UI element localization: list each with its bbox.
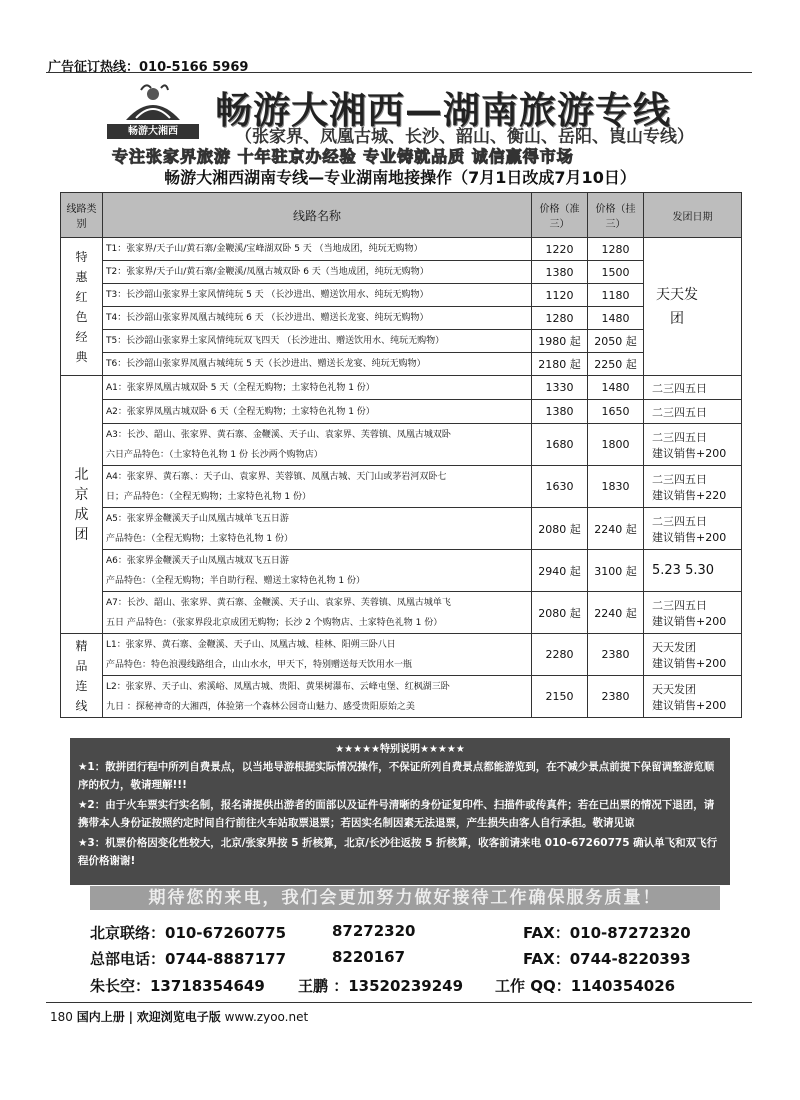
logo-label: 畅游大湘西: [107, 124, 199, 139]
price-a: 1330: [532, 376, 588, 400]
route-name: T4：长沙韶山张家界凤凰古城纯玩 6 天 （长沙进出、赠送长龙宴、纯玩无购物）: [103, 307, 532, 330]
route-name: T6：长沙韶山张家界凤凰古城纯玩 5 天（长沙进出、赠送长龙宴、纯玩无购物）: [103, 353, 532, 376]
departure-date: 二三四五日 建议销售+200: [644, 592, 742, 634]
price-a: 2080 起: [532, 508, 588, 550]
price-b: 1650: [588, 400, 644, 424]
footer-separator: |: [128, 1010, 133, 1024]
footer-browse: 欢迎浏览电子版: [136, 1010, 221, 1024]
table-row: [61, 634, 742, 676]
brand-subtitle: （张家界、凤凰古城、长沙、韶山、衡山、岳阳、崀山专线）: [235, 127, 694, 147]
price-a: 2080 起: [532, 592, 588, 634]
category-special: 特惠红色经典: [61, 238, 103, 376]
table-title: 畅游大湘西湖南专线—专业湖南地接操作（7月1日改成7月10日）: [164, 168, 636, 187]
price-a: 1380: [532, 261, 588, 284]
route-name: L2：张家界、天子山、索溪峪、凤凰古城、贵阳、黄果树瀑布、云峰屯堡、红枫湖三卧 九日 ：探秘神奇的大湘西，体验第一个森林公园奇山魅力、感受贵阳原始之美: [103, 676, 532, 718]
price-a: 1680: [532, 424, 588, 466]
table-row: [61, 307, 742, 330]
header-date: 发团日期: [644, 193, 742, 238]
note-item: ★1：散拼团行程中所列自费景点，以当地导游根据实际情况操作，不保证所列自费景点都能游览到，在不减少景点前提下保留调整游览顺序的权力，敬请理解!!!: [78, 761, 715, 791]
price-a: 2150: [532, 676, 588, 718]
table-row: [61, 400, 742, 424]
price-b: 1800: [588, 424, 644, 466]
price-a: 1280: [532, 307, 588, 330]
contact-person-1: 朱长空：13718354649: [90, 977, 265, 995]
table-row: [61, 676, 742, 718]
price-a: 1630: [532, 466, 588, 508]
departure-date: 二三四五日: [644, 376, 742, 400]
departure-date: 二三四五日 建议销售+200: [644, 424, 742, 466]
route-name: T1：张家界/天子山/黄石寨/金鞭溪/宝峰湖双卧 5 天 （当地成团，纯玩无购物）: [103, 238, 532, 261]
table-row: [61, 238, 742, 261]
category-beijing: 北京成团: [61, 376, 103, 634]
bottom-divider: [46, 1002, 752, 1003]
contact-hq: 总部电话：0744-8887177: [90, 950, 287, 968]
route-name: A5：张家界金鞭溪天子山凤凰古城单飞五日游 产品特色：（全程无购物；土家特色礼物 1 份）: [103, 508, 532, 550]
contact-beijing-fax: FAX：010-87272320: [523, 924, 691, 942]
page-footer: [50, 1008, 308, 1025]
header-price-b: 价格（挂三）: [588, 193, 644, 238]
table-row: [61, 353, 742, 376]
route-name: T3：长沙韶山张家界土家风情纯玩 5 天 （长沙进出、赠送饮用水、纯玩无购物）: [103, 284, 532, 307]
price-b: 2050 起: [588, 330, 644, 353]
table-row: [61, 261, 742, 284]
price-b: 1480: [588, 307, 644, 330]
special-notes: [70, 738, 730, 885]
price-a: 1220: [532, 238, 588, 261]
departure-date: 二三四五日: [644, 400, 742, 424]
price-b: 1180: [588, 284, 644, 307]
price-b: 2250 起: [588, 353, 644, 376]
departure-date: 天天发团 建议销售+200: [644, 676, 742, 718]
route-name: A7：长沙、韶山、张家界、黄石寨、金鞭溪、天子山、袁家界、芙蓉镇、凤凰古城单飞 五日 产品特色：（张家界段北京成团无购物；长沙 2 个购物店、土家特色礼物 1 份）: [103, 592, 532, 634]
notes-title: ★★★★★特别说明★★★★★: [335, 744, 465, 755]
contact-beijing: 北京联络：010-67260775: [90, 924, 287, 942]
header-price-a: 价格（准三）: [532, 193, 588, 238]
route-name: A1：张家界凤凰古城双卧 5 天（全程无购物；土家特色礼物 1 份）: [103, 376, 532, 400]
price-b: 1500: [588, 261, 644, 284]
price-b: 2380: [588, 634, 644, 676]
contact-beijing-extra: 87272320: [332, 922, 416, 940]
page-number: 180: [50, 1010, 73, 1024]
departure-date: 二三四五日 建议销售+200: [644, 508, 742, 550]
route-name: T2：张家界/天子山/黄石寨/金鞭溪/凤凰古城双卧 6 天（当地成团，纯玩无购物）: [103, 261, 532, 284]
table-row: [61, 284, 742, 307]
route-table: [60, 192, 742, 718]
departure-date: 二三四五日 建议销售+220: [644, 466, 742, 508]
note-item: ★3：机票价格因变化性较大，北京/张家界按 5 折核算，北京/长沙往返按 5 折核算，收客前请来电 010-67260775 确认单飞和双飞行程价格谢谢!: [78, 837, 718, 867]
departure-date: 天天发团 建议销售+200: [644, 634, 742, 676]
price-b: 1480: [588, 376, 644, 400]
category-boutique: 精品连线: [61, 634, 103, 718]
route-name: T5：长沙韶山张家界土家风情纯玩双飞四天 （长沙进出、赠送饮用水、纯玩无购物）: [103, 330, 532, 353]
contact-qq: 工作 QQ：1140354026: [495, 977, 676, 995]
price-b: 3100 起: [588, 550, 644, 592]
price-b: 2380: [588, 676, 644, 718]
price-a: 2180 起: [532, 353, 588, 376]
table-row: [61, 330, 742, 353]
note-item: ★2：由于火车票实行实名制，报名请提供出游者的面部以及证件号清晰的身份证复印件、扫描件或传真件；若在已出票的情况下退团，请携带本人身份证按照约定时间自行前往火车站取票退票；若因实名制因素无法退票，产生损失由客人自行承担。敬请见谅: [78, 799, 715, 829]
footer-section: 国内上册: [76, 1010, 125, 1024]
header-category: 线路类别: [61, 193, 103, 238]
service-banner: 期待您的来电，我们会更加努力做好接待工作确保服务质量！: [90, 886, 720, 910]
table-header-row: [61, 193, 742, 238]
table-row: [61, 508, 742, 550]
header-route: 线路名称: [103, 193, 532, 238]
price-a: 2280: [532, 634, 588, 676]
footer-url[interactable]: www.zyoo.net: [224, 1010, 309, 1024]
route-name: A6：张家界金鞭溪天子山凤凰古城双飞五日游 产品特色：（全程无购物；半自助行程、赠送土家特色礼物 1 份）: [103, 550, 532, 592]
price-b: 1830: [588, 466, 644, 508]
price-b: 1280: [588, 238, 644, 261]
table-row: [61, 376, 742, 400]
route-name: A4：张家界、黄石寨、：天子山、袁家界、芙蓉镇、凤凰古城、天门山或茅岩河双卧七 日；产品特色：（全程无购物；土家特色礼物 1 份）: [103, 466, 532, 508]
price-b: 2240 起: [588, 508, 644, 550]
price-a: 1980 起: [532, 330, 588, 353]
top-divider: [46, 72, 752, 73]
contact-person-2: 王鹏 ：13520239249: [298, 977, 464, 995]
table-row: [61, 550, 742, 592]
slogan: 专注张家界旅游 十年驻京办经验 专业铸就品质 诚信赢得市场: [112, 147, 574, 166]
departure-date: 5.23 5.30: [644, 550, 742, 592]
table-row: [61, 424, 742, 466]
table-row: [61, 592, 742, 634]
contact-hq-extra: 8220167: [332, 948, 406, 966]
price-b: 2240 起: [588, 592, 644, 634]
price-a: 2940 起: [532, 550, 588, 592]
table-row: [61, 466, 742, 508]
contact-hq-fax: FAX：0744-8220393: [523, 950, 691, 968]
brand-title: 畅游大湘西—湖南旅游专线: [215, 88, 671, 132]
ad-hotline: 广告征订热线：010-5166 5969: [48, 60, 249, 75]
route-name: A2：张家界凤凰古城双卧 6 天（全程无购物；土家特色礼物 1 份）: [103, 400, 532, 424]
route-name: L1：张家界、黄石寨、金鞭溪、天子山、凤凰古城、桂林、阳朔三卧八日 产品特色：特色浪漫线路组合，山山水水，甲天下，特别赠送每天饮用水一瓶: [103, 634, 532, 676]
route-name: A3：长沙、韶山、张家界、黄石寨、金鞭溪、天子山、袁家界、芙蓉镇、凤凰古城双卧 六日产品特色：（土家特色礼物 1 份 长沙两个购物店）: [103, 424, 532, 466]
price-a: 1380: [532, 400, 588, 424]
departure-daily: 天天发团: [644, 238, 742, 376]
price-a: 1120: [532, 284, 588, 307]
